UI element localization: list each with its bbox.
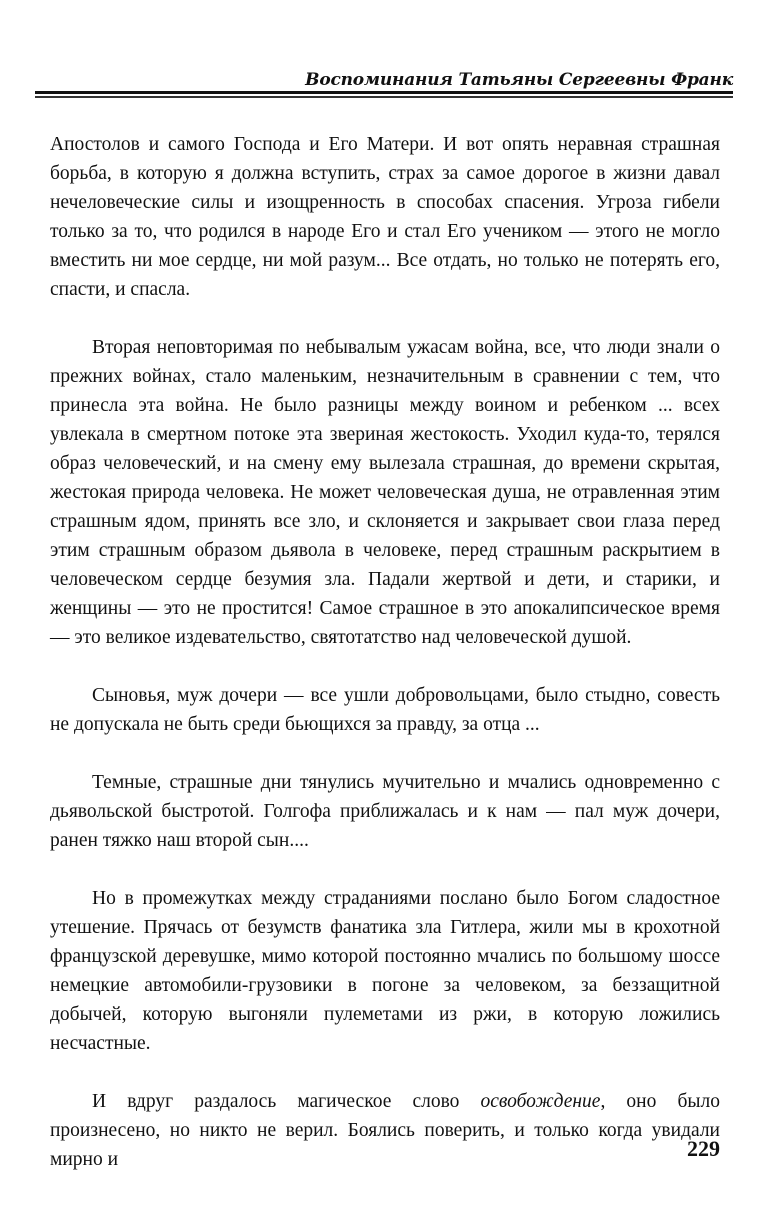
paragraph: [50, 1087, 720, 1174]
paragraph: Сыновья, муж дочери — все ушли добровольцами, было стыдно, совесть не допускала не быть среди бьющихся за правду, за отца ...: [50, 685, 720, 735]
paragraph: Темные, страшные дни тянулись мучительно и мчались одновременно с дьявольской быстротой. Голгофа приближалась и к нам — пал муж дочери, ранен тяжко наш второй сын....: [50, 772, 720, 851]
page-number: 229: [687, 1136, 720, 1161]
running-head: Воспоминания Татьяны Сергеевны Франк: [305, 70, 733, 90]
page-body: [50, 130, 720, 1203]
paragraph-text: И вдруг раздалось магическое слово: [92, 1091, 481, 1112]
header-rule-thick: [35, 91, 733, 94]
paragraph: Вторая неповторимая по небывалым ужасам война, все, что люди знали о прежних войнах, стало маленьким, незначительным в сравнении с тем, что принесла эта война. Не было разницы между воином и ребенком ... всех увлекала в смертном потоке эта звериная жестокость. Уходил куда-то, терялся образ человеческий, и на смену ему вылезала страшная, до времени скрытая, жестокая природа человека. Не может человеческая душа, не отравленная этим страшным ядом, принять все зло, и склоняется и закрывает свои глаза перед этим страшным образом дьявола в человеке, перед страшным раскрытием в человеческом сердце безумия зла. Падали жертвой и дети, и старики, и женщины — это не простится! Самое страшное в это апокалипсическое время — это великое издевательство, святотатство над человеческой душой.: [50, 337, 720, 648]
paragraph-text: , оно было произнесено, но никто не верил. Боялись поверить, и только когда увидали мирно и: [50, 1091, 720, 1170]
paragraph-continued: Апостолов и самого Господа и Его Матери. И вот опять неравная страшная борьба, в которую я должна вступить, страх за самое дорогое в жизни давал нечеловеческие силы и изощренность в способах спасения. Угроза гибели только за то, что родился в народе Его и стал Его учеником — этого не могло вместить ни мое сердце, ни мой разум... Все отдать, но только не потерять его, спасти, и спасла.: [50, 134, 720, 300]
emphasized-word: освобождение: [480, 1091, 601, 1112]
paragraph: Но в промежутках между страданиями послано было Богом сладостное утешение. Прячась от безумств фанатика зла Гитлера, жили мы в крохотной французской деревушке, мимо которой постоянно мчались по большому шоссе немецкие автомобили-грузовики в погоне за человеком, за беззащитной добычей, которую выгоняли пулеметами из ржи, в которую ложились несчастные.: [50, 888, 720, 1054]
header-rule-thin: [35, 96, 733, 98]
